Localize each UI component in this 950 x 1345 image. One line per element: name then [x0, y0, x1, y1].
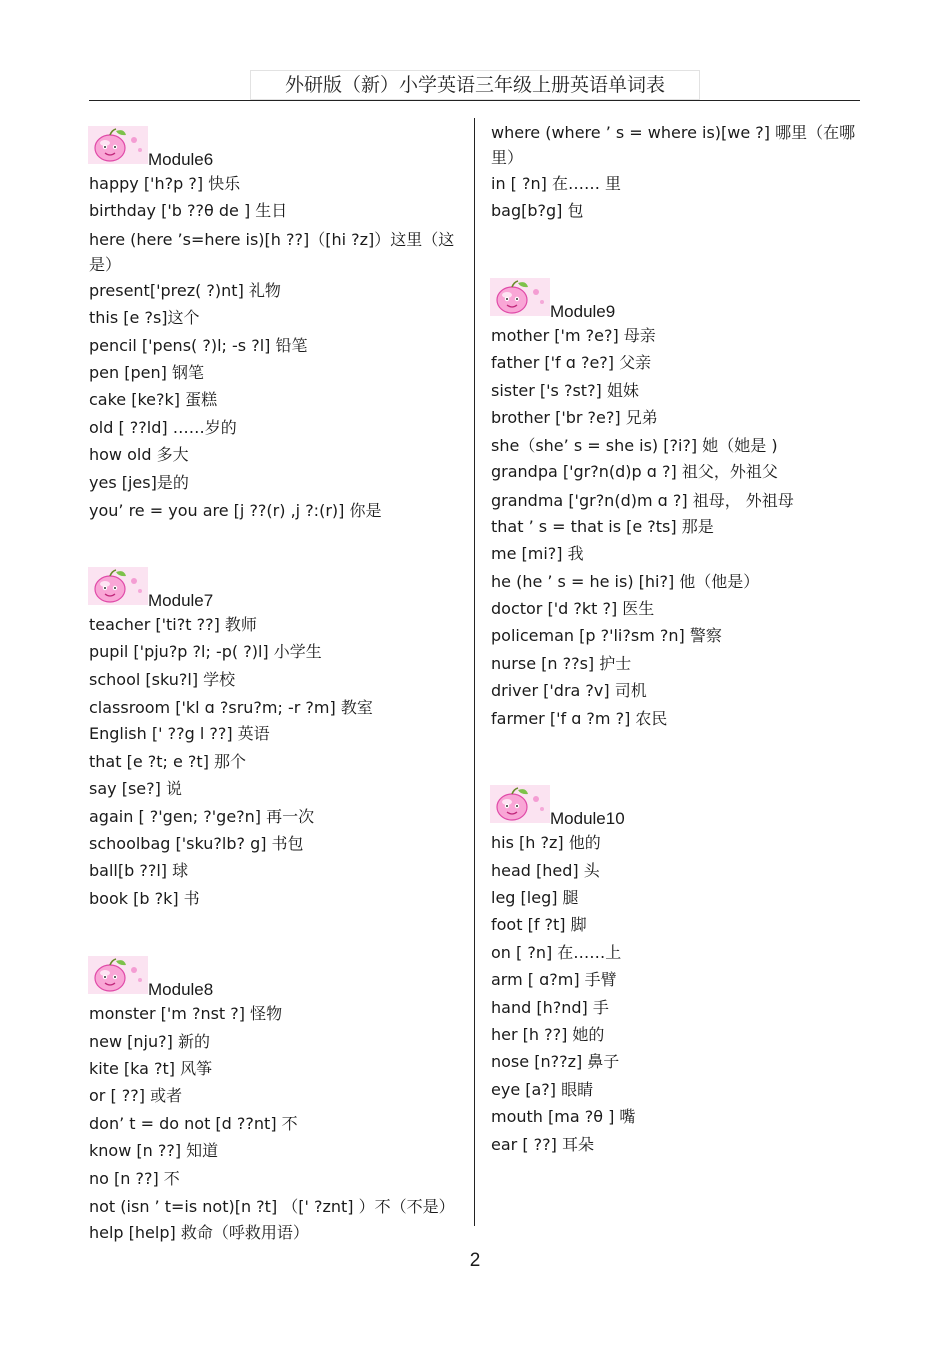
vocab-entry: you’ re = you are [j ??(r) ,j ?:(r)] 你是: [89, 501, 382, 521]
module-section: [89, 567, 464, 912]
vocab-entry: me [mi?] 我: [491, 544, 584, 564]
vocab-entry: in [ ?n] 在…… 里: [491, 174, 622, 193]
vocab-entry: no [n ??] 不: [89, 1168, 180, 1188]
vocab-entry: policeman [p ?'li?sm ?n] 警察: [491, 626, 722, 646]
header-rule: [89, 100, 860, 101]
module-heading: [89, 956, 464, 1000]
vocab-entry: mother ['m ?e?] 母亲: [491, 325, 656, 345]
vocab-entry: don’ t = do not [d ??nt] 不: [89, 1113, 298, 1133]
vocab-entry: on [ ?n] 在……上: [491, 942, 622, 962]
vocab-entry: farmer ['f ɑ ?m ?] 农民: [491, 708, 668, 728]
module-section: [491, 278, 861, 732]
vocab-entry: say [se?] 说: [89, 779, 182, 799]
page-number: 2: [469, 1250, 481, 1271]
right-column: [491, 118, 861, 1158]
vocab-entry: English [' ??g l ??] 英语: [89, 724, 270, 744]
vocab-entry: book [b ?k] 书: [89, 888, 200, 908]
vocab-entry: pen [pen] 钢笔: [89, 363, 204, 383]
module-title: Module6: [148, 150, 214, 169]
module-section: [491, 785, 861, 1158]
vocab-entry: her [h ??] 她的: [491, 1024, 605, 1044]
vocab-entry: doctor ['d ?kt ?] 医生: [491, 599, 655, 619]
apple-cartoon-icon: [88, 956, 148, 994]
vocab-entry: where (where ’ s = where is)[we ?] 哪里（在哪里）: [491, 123, 856, 167]
vocab-entry: teacher ['ti?t ??] 教师: [89, 615, 257, 635]
vocab-entry: sister ['s ?st?] 姐妹: [491, 380, 639, 400]
vocab-entry: ball[b ??l] 球: [89, 861, 189, 881]
vocab-entry: again [ ?'gen; ?'ge?n] 再一次: [89, 806, 315, 826]
vocab-entry: brother ['br ?e?] 兄弟: [491, 408, 658, 428]
module-heading: [89, 567, 464, 611]
module-section: [89, 126, 464, 523]
module-title: Module9: [550, 301, 616, 321]
vocab-entry: or [ ??] 或者: [89, 1086, 183, 1106]
vocab-entry: mouth [ma ?θ ] 嘴: [491, 1107, 636, 1127]
vocab-entry: ear [ ??] 耳朵: [491, 1134, 594, 1154]
left-column: [89, 126, 464, 1246]
vocab-entry: happy ['h?p ?] 快乐: [89, 174, 241, 193]
apple-cartoon-icon: [88, 126, 148, 164]
vocab-entry: pencil ['pens( ?)l; -s ?l] 铅笔: [89, 335, 308, 355]
module-gap: [89, 912, 464, 956]
module-section: [491, 118, 861, 225]
vocab-entry: kite [ka ?t] 风筝: [89, 1058, 213, 1078]
vocab-entry: monster ['m ?nst ?] 怪物: [89, 1004, 283, 1024]
vocab-entry: nurse [n ??s] 护士: [491, 653, 632, 673]
vocab-entry: hand [h?nd] 手: [491, 997, 609, 1017]
vocab-entry: yes [jes]是的: [89, 472, 189, 492]
vocab-entry: he (he ’ s = he is) [hi?] 他（他是）: [491, 571, 760, 591]
vocab-entry: driver ['dra ?v] 司机: [491, 681, 647, 701]
column-divider: [474, 118, 475, 1226]
module-title: Module8: [148, 980, 214, 1000]
vocab-entry: eye [a?] 眼睛: [491, 1079, 594, 1099]
apple-cartoon-icon: [88, 567, 148, 605]
module-heading: [89, 126, 464, 170]
module-gap: [491, 732, 861, 785]
vocab-entry: bag[b?g] 包: [491, 201, 584, 221]
vocab-entry: that [e ?t; e ?t] 那个: [89, 751, 247, 771]
vocab-entry: present['prez( ?)nt] 礼物: [89, 280, 281, 300]
vocab-entry: help [help] 救命（呼救用语）: [89, 1222, 309, 1242]
vocab-entry: schoolbag ['sku?lb? g] 书包: [89, 833, 304, 853]
vocab-entry: his [h ?z] 他的: [491, 833, 601, 853]
vocab-entry: arm [ ɑ?m] 手臂: [491, 970, 617, 990]
vocab-entry: how old 多大: [89, 445, 189, 465]
vocab-entry: grandma ['gr?n(d)m ɑ ?] 祖母， 外祖母: [491, 490, 794, 510]
apple-cartoon-icon: [490, 278, 550, 316]
vocab-entry: foot [f ?t] 脚: [491, 915, 587, 935]
vocab-entry: that ’ s = that is [e ?ts] 那是: [491, 516, 714, 536]
vocab-entry: head [hed] 头: [491, 860, 600, 880]
module-heading: [491, 785, 861, 829]
vocab-entry: here (here ’s=here is)[h ??]（[hi ?z]）这里（这是）: [89, 229, 455, 274]
vocab-entry: school [sku?l] 学校: [89, 669, 236, 689]
module-gap: [89, 523, 464, 567]
module-title: Module10: [550, 809, 625, 829]
vocab-entry: pupil ['pju?p ?l; -p( ?)l] 小学生: [89, 642, 322, 662]
module-heading: [491, 278, 861, 322]
vocab-entry: she（she’ s = she is) [?i?] 她（她是 ): [491, 436, 778, 456]
vocab-entry: cake [ke?k] 蛋糕: [89, 390, 218, 410]
vocab-entry: classroom ['kl ɑ ?sru?m; -r ?m] 教室: [89, 698, 373, 718]
page-title: 外研版（新）小学英语三年级上册英语单词表: [250, 70, 700, 100]
vocab-entry: father ['f ɑ ?e?] 父亲: [491, 353, 652, 373]
module-gap: [491, 225, 861, 278]
module-section: [89, 956, 464, 1246]
vocab-entry: old [ ??ld] ……岁的: [89, 417, 237, 437]
vocab-entry: nose [n??z] 鼻子: [491, 1052, 620, 1072]
vocab-entry: birthday ['b ??θ de ] 生日: [89, 201, 288, 221]
vocab-entry: grandpa ['gr?n(d)p ɑ ?] 祖父，外祖父: [491, 462, 778, 482]
module-title: Module7: [148, 591, 214, 611]
vocab-entry: this [e ?s]这个: [89, 308, 200, 328]
vocab-entry: leg [leg] 腿: [491, 887, 579, 907]
vocab-entry: know [n ??] 知道: [89, 1141, 219, 1161]
vocab-entry: new [nju?] 新的: [89, 1031, 210, 1051]
apple-cartoon-icon: [490, 785, 550, 823]
vocab-entry: not (isn ’ t=is not)[n ?t] （[' ?znt] ）不（不是）: [89, 1196, 455, 1216]
